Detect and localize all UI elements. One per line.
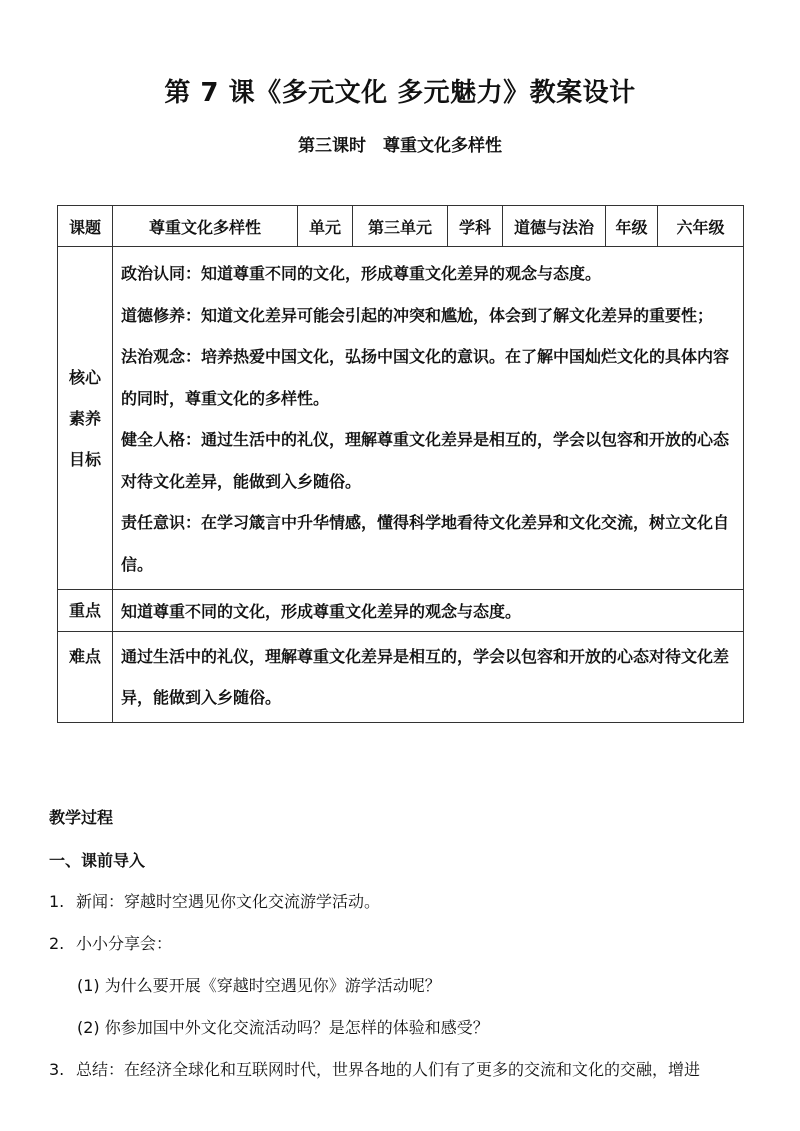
- list-item-text: 小小分享会：: [76, 934, 173, 953]
- list-item: [49, 931, 172, 954]
- key-point-label: 重点: [58, 590, 113, 632]
- core-label-line: 核心: [68, 367, 101, 387]
- topic-label: 课题: [58, 206, 113, 247]
- key-point-row: [58, 590, 744, 632]
- core-goals-content: [113, 247, 744, 590]
- list-item: [77, 1015, 489, 1038]
- page-title: 第 7 课《多元文化 多元魅力》教案设计: [164, 78, 636, 108]
- list-item: [77, 973, 441, 996]
- lesson-subtitle: 第三课时 尊重文化多样性: [298, 136, 502, 156]
- core-goals-label: [58, 247, 113, 590]
- goal-political-identity: 政治认同：知道尊重不同的文化，形成尊重文化差异的观念与态度。: [121, 264, 602, 283]
- goal-moral-cultivation: 道德修养：知道文化差异可能会引起的冲突和尴尬，体会到了解文化差异的重要性；: [121, 305, 714, 325]
- list-item-number: (2): [77, 1018, 100, 1037]
- lesson-plan-table: [57, 205, 744, 723]
- goal-personality: 健全人格：通过生活中的礼仪，理解尊重文化差异是相互的，学会以包容和开放的心态对待文化差异，能做到入乡随俗。: [121, 430, 730, 491]
- list-item-text: 新闻：穿越时空遇见你文化交流游学活动。: [76, 892, 381, 911]
- list-item-number: (1): [77, 976, 100, 995]
- list-item: [49, 1057, 700, 1080]
- list-item-text: 总结：在经济全球化和互联网时代，世界各地的人们有了更多的交流和文化的交融，增进: [76, 1060, 701, 1079]
- difficult-point-row: [58, 632, 744, 723]
- list-item-number: 3.: [49, 1060, 65, 1079]
- list-item-number: 2.: [49, 934, 65, 953]
- core-goals-row: [58, 247, 744, 590]
- list-item-text: 为什么要开展《穿越时空遇见你》游学活动呢？: [104, 976, 441, 995]
- grade-label: 年级: [606, 206, 658, 247]
- list-item-number: 1.: [49, 892, 65, 911]
- subject-label: 学科: [448, 206, 503, 247]
- goal-responsibility: 责任意识：在学习箴言中升华情感，懂得科学地看待文化差异和文化交流，树立文化自信。: [121, 513, 730, 574]
- subject-value: 道德与法治: [503, 206, 606, 247]
- difficult-point-text: 通过生活中的礼仪，理解尊重文化差异是相互的，学会以包容和开放的心态对待文化差异，能做到入乡随俗。: [113, 632, 744, 723]
- teaching-process-heading: 教学过程: [49, 808, 114, 827]
- list-item-text: 你参加国中外文化交流活动吗？是怎样的体验和感受？: [104, 1018, 489, 1037]
- unit-value: 第三单元: [353, 206, 448, 247]
- section-pre-class-intro: 一、课前导入: [49, 851, 146, 870]
- core-label-line: 目标: [68, 449, 101, 469]
- topic-value: 尊重文化多样性: [113, 206, 298, 247]
- core-label-line: 素养: [68, 408, 101, 428]
- header-row: [58, 206, 744, 247]
- grade-value: 六年级: [658, 206, 744, 247]
- unit-label: 单元: [298, 206, 353, 247]
- list-item: [49, 889, 380, 912]
- key-point-text: 知道尊重不同的文化，形成尊重文化差异的观念与态度。: [113, 590, 744, 632]
- difficult-point-label: 难点: [58, 632, 113, 723]
- goal-rule-of-law: 法治观念：培养热爱中国文化，弘扬中国文化的意识。在了解中国灿烂文化的具体内容的同时，尊重文化的多样性。: [121, 347, 730, 408]
